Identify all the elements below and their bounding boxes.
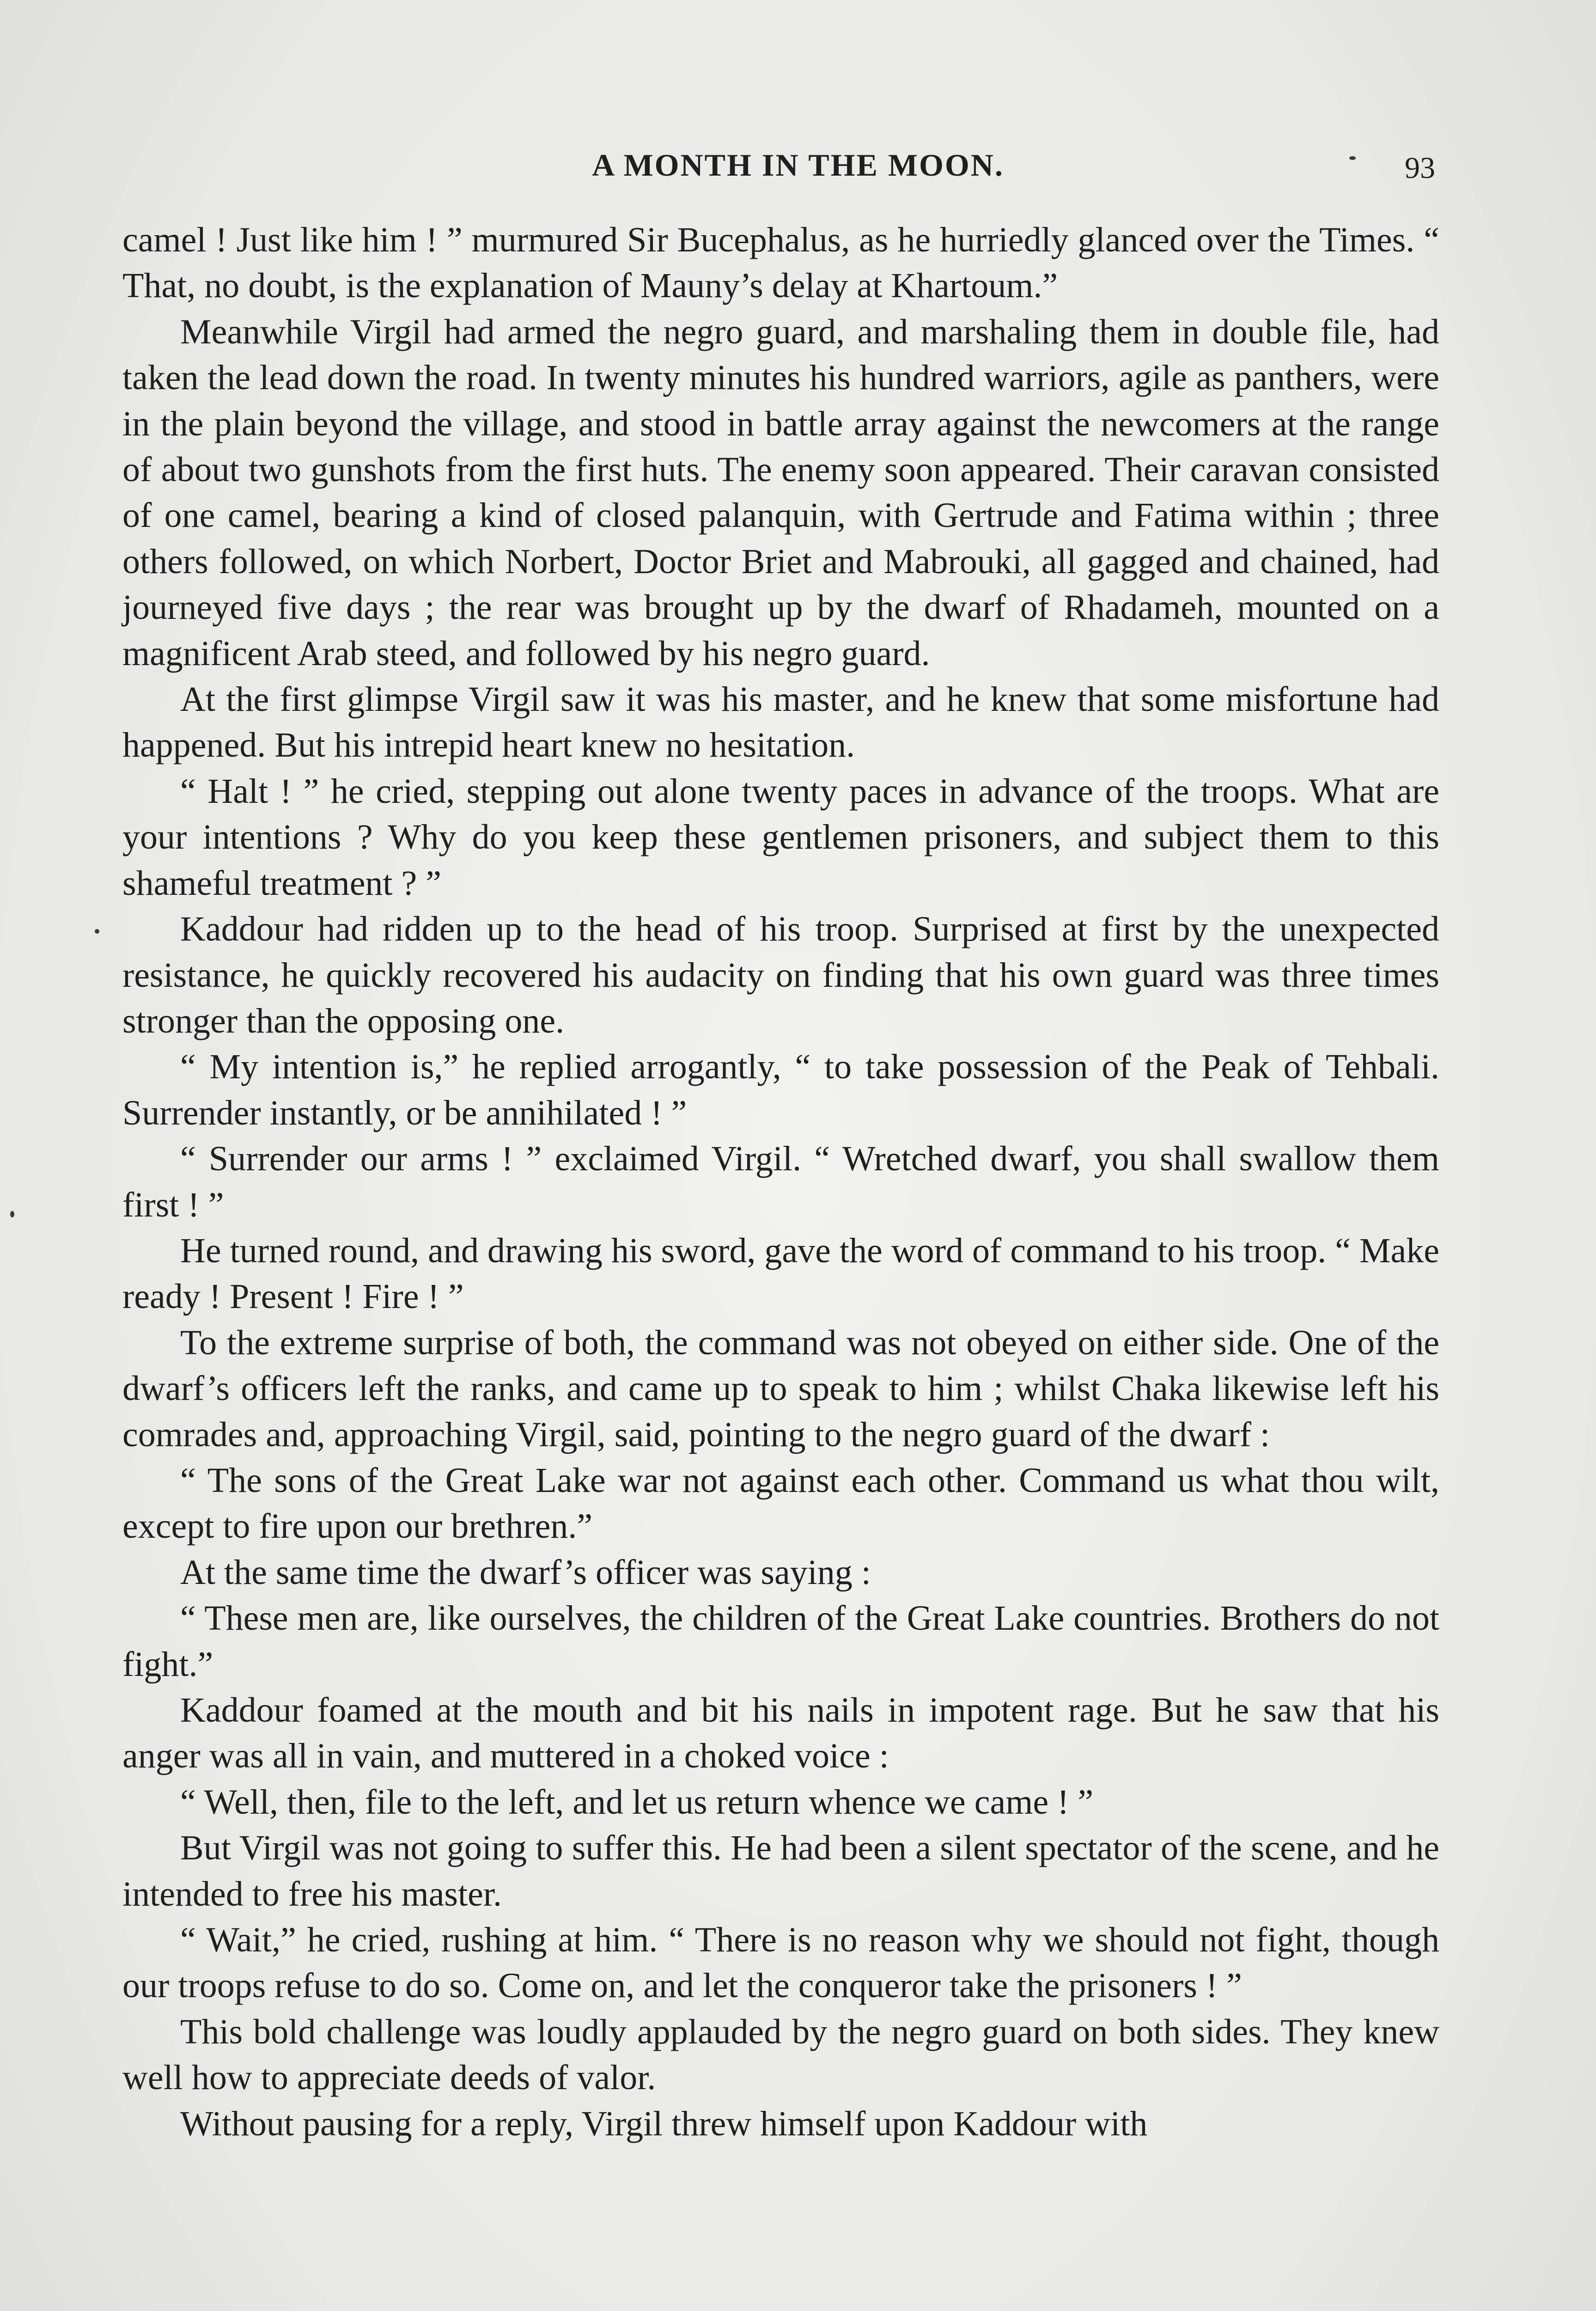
running-head (0, 147, 1596, 198)
paragraph: This bold challenge was loudly applauded by the negro guard on both sides. They knew well how to appreciate deeds of valor. (122, 2012, 1439, 2097)
paragraph: He turned round, and drawing his sword, gave the word of command to his troop. “ Make ready ! Present ! Fire ! ” (122, 1231, 1439, 1316)
paragraph: “ Wait,” he cried, rushing at him. “ There is no reason why we should not fight, though our troops refuse to do so. Come on, and let the conqueror take the prisoners ! ” (122, 1920, 1439, 2005)
paragraph: “ These men are, like ourselves, the children of the Great Lake countries. Brothers do not fight.” (122, 1599, 1439, 1684)
paragraph: “ Well, then, file to the left, and let us return whence we came ! ” (180, 1782, 1094, 1822)
paragraph: “ Surrender our arms ! ” exclaimed Virgil. “ Wretched dwarf, you shall swallow them first ! ” (122, 1139, 1439, 1224)
paragraph: At the same time the dwarf’s officer was saying : (180, 1553, 871, 1592)
paragraph: At the first glimpse Virgil saw it was his master, and he knew that some misfortune had happened. But his intrepid heart knew no hesitation. (122, 680, 1439, 765)
running-title: A MONTH IN THE MOON. (592, 147, 1004, 183)
paragraph: camel ! Just like him ! ” murmured Sir Bucephalus, as he hurriedly glanced over the Times. “ That, no doubt, is the explanation of Mauny’s delay at Khartoum.” (122, 220, 1439, 306)
paragraph: Meanwhile Virgil had armed the negro guard, and marshaling them in double file, had taken the lead down the road. In twenty minutes his hundred warriors, agile as panthers, were in the plain beyond the village, and stood in battle array against the newcomers at the range of about two gunshots from the first huts. The enemy soon appeared. Their caravan consisted of one camel, bearing a kind of closed palanquin, with Gertrude and Fatima within ; three others followed, on which Norbert, Doctor Briet and Mabrouki, all gagged and chained, had journeyed five days ; the rear was brought up by the dwarf of Rhadameh, mounted on a magnificent Arab steed, and followed by his negro guard. (122, 312, 1439, 673)
paragraph: To the extreme surprise of both, the command was not obeyed on either side. One of the dwarf’s officers left the ranks, and came up to speak to him ; whilst Chaka likewise left his comrades and, approaching Virgil, said, pointing to the negro guard of the dwarf : (122, 1323, 1439, 1454)
paragraph: “ The sons of the Great Lake war not against each other. Command us what thou wilt, except to fire upon our brethren.” (122, 1461, 1439, 1546)
paragraph: “ Halt ! ” he cried, stepping out alone twenty paces in advance of the troops. What are your intentions ? Why do you keep these gentlemen prisoners, and subject them to this shameful treatment ? ” (122, 771, 1439, 903)
paragraph: “ My intention is,” he replied arrogantly, “ to take possession of the Peak of Tehbali. Surrender instantly, or be annihilated ! ” (122, 1047, 1439, 1132)
paragraph: But Virgil was not going to suffer this. He had been a silent spectator of the scene, and he intended to free his master. (122, 1828, 1439, 1914)
page-number: 93 (1405, 151, 1435, 185)
print-speck (1349, 156, 1356, 160)
print-speck (95, 929, 99, 934)
paragraph: Without pausing for a reply, Virgil threw himself upon Kaddour with (180, 2104, 1148, 2143)
body-text (122, 217, 1439, 2147)
paragraph: Kaddour had ridden up to the head of his troop. Surprised at first by the unexpected resistance, he quickly recovered his audacity on finding that his own guard was three times stronger than the opposing one. (122, 910, 1439, 1040)
print-speck (10, 1211, 14, 1217)
paragraph: Kaddour foamed at the mouth and bit his nails in impotent rage. But he saw that his anger was all in vain, and muttered in a choked voice : (122, 1691, 1439, 1776)
